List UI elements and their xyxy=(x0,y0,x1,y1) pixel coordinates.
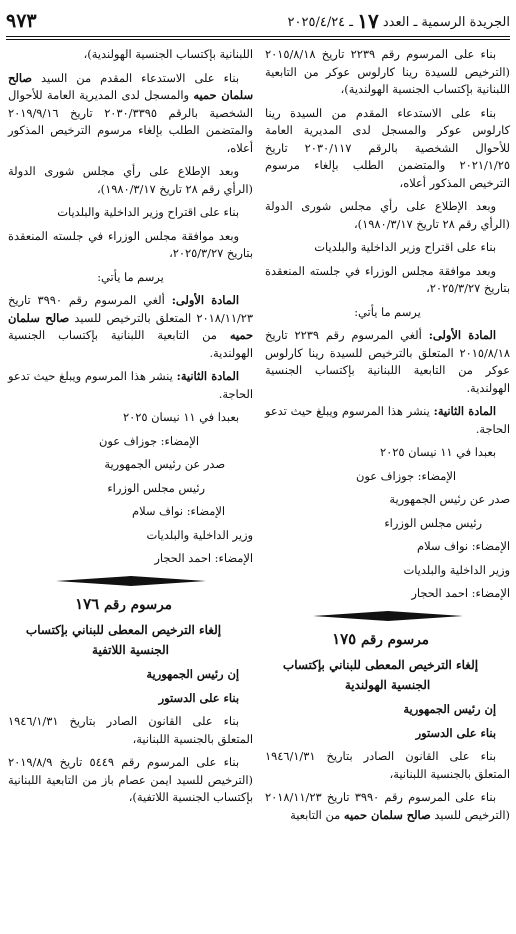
paragraph: وبعد موافقة مجلس الوزراء في جلسته المنعقدة بتاريخ ٢٠٢٥/٣/٢٧، xyxy=(8,228,253,260)
gazette-name: الجريدة الرسمية ـ العدد xyxy=(382,15,510,30)
decree-formula: يرسم ما يأتي: xyxy=(97,269,164,284)
paragraph xyxy=(8,70,253,158)
paragraph: بناء على الاستدعاء المقدم من السيدة رينا كارلوس عوكر والمسجل لدى المديرية العامة للأحوال الشخصية بالرقم ٢٠٣٠/١١٧ تاريخ ٢٠٢١/١/٢٥ والمتضمن الطلب بإلغاء مرسوم الترخيص المذكور أعلاه، xyxy=(265,105,510,190)
paragraph: بناء على المرسوم رقم ٢٢٣٩ تاريخ ٢٠١٥/٨/١٨ (الترخيص للسيدة رينا كارلوس عوكر من التابعية اللبنانية بإكتساب الجنسية الهولندية)، xyxy=(265,47,510,96)
president-line: إن رئيس الجمهورية xyxy=(403,702,496,716)
pm-title: رئيس مجلس الوزراء xyxy=(107,480,205,495)
issued-by: صدر عن رئيس الجمهورية xyxy=(389,492,510,506)
decree-number: ١٧٦ xyxy=(75,594,100,613)
pm-title: رئيس مجلس الوزراء xyxy=(384,515,482,530)
person-name: صالح سلمان حميه xyxy=(8,70,253,102)
constitution-line: بناء على الدستور xyxy=(158,690,239,705)
article-label: المادة الثانية: xyxy=(433,404,496,418)
person-name: صالح سلمان حميه xyxy=(8,310,253,342)
decree-heading-label: مرسوم رقم xyxy=(103,596,172,613)
page-number: ٩٧٣ xyxy=(6,10,37,32)
paragraph xyxy=(265,789,510,824)
paragraph-text: والمسجل لدى المديرية العامة للأحوال الشخصية بالرقم ٢٠٣٠/٣٣٩٥ تاريخ ٢٠١٩/٩/١٦ والمتضمن الطلب بإلغاء مرسوم الترخيص المذكور أعلاه، xyxy=(8,88,253,155)
article-1 xyxy=(265,327,510,397)
paragraph: بناء على اقتراح وزير الداخلية والبلديات xyxy=(314,240,496,254)
section-divider xyxy=(265,611,510,621)
paragraph-text: بناء على الاستدعاء المقدم من السيد xyxy=(41,70,240,85)
gazette-title xyxy=(288,10,510,34)
signature: الإمضاء: جوزاف عون xyxy=(99,433,199,448)
article-text: من التابعية اللبنانية بإكتساب الجنسية الهولندية. xyxy=(8,328,253,360)
date-line: بعبدا في ١١ نيسان ٢٠٢٥ xyxy=(122,410,239,424)
paragraph: بناء على القانون الصادر بتاريخ ١٩٤٦/١/٣١ المتعلق بالجنسية اللبنانية، xyxy=(265,749,510,781)
header-rule-secondary xyxy=(6,39,510,40)
minister-title: وزير الداخلية والبلديات xyxy=(403,562,510,577)
section-divider xyxy=(8,576,253,586)
page-header xyxy=(6,10,510,32)
signature: الإمضاء: احمد الحجار xyxy=(411,586,510,600)
signature: الإمضاء: نواف سلام xyxy=(417,539,510,553)
issue-number: ١٧ xyxy=(357,9,379,33)
signature: الإمضاء: نواف سلام xyxy=(132,504,225,518)
signature: الإمضاء: احمد الحجار xyxy=(154,551,253,565)
article-label: المادة الأولى: xyxy=(428,328,496,342)
header-rule xyxy=(6,36,510,37)
paragraph: وبعد الإطلاع على رأي مجلس شورى الدولة (الرأي رقم ٢٨ تاريخ ١٩٨٠/٣/١٧)، xyxy=(8,164,253,196)
paragraph: وبعد الإطلاع على رأي مجلس شورى الدولة (الرأي رقم ٢٨ تاريخ ١٩٨٠/٣/١٧)، xyxy=(265,199,510,231)
decree-formula: يرسم ما يأتي: xyxy=(354,304,421,319)
left-column xyxy=(8,46,253,813)
article-label: المادة الأولى: xyxy=(171,293,239,307)
paragraph-text: من التابعية xyxy=(290,807,341,822)
paragraph: اللبنانية بإكتساب الجنسية الهولندية)، xyxy=(83,47,253,61)
right-column xyxy=(265,46,510,830)
decree-number: ١٧٥ xyxy=(332,629,357,648)
article-text: ينشر هذا المرسوم ويبلغ حيث تدعو الحاجة. xyxy=(8,369,253,401)
article-1 xyxy=(8,292,253,362)
decree-heading-label: مرسوم رقم xyxy=(360,631,429,648)
article-text: ينشر هذا المرسوم ويبلغ حيث تدعو الحاجة. xyxy=(265,404,510,436)
article-text: ألغي المرسوم رقم ٢٢٣٩ تاريخ ٢٠١٥/٨/١٨ المتعلق بالترخيص للسيدة رينا كارلوس عوكر من التابعية اللبنانية بإكتساب الجنسية الهولندية. xyxy=(265,328,510,395)
decree-subject: إلغاء الترخيص المعطى للبناني بإكتساب الجنسية اللاتفية xyxy=(25,623,222,657)
issued-by: صدر عن رئيس الجمهورية xyxy=(104,457,225,471)
president-line: إن رئيس الجمهورية xyxy=(146,667,239,681)
constitution-line: بناء على الدستور xyxy=(415,725,496,740)
minister-title: وزير الداخلية والبلديات xyxy=(146,527,253,542)
person-name: صالح سلمان حميه xyxy=(343,807,431,822)
date-line: بعبدا في ١١ نيسان ٢٠٢٥ xyxy=(379,445,496,459)
paragraph: بناء على القانون الصادر بتاريخ ١٩٤٦/١/٣١ المتعلق بالجنسية اللبنانية، xyxy=(8,714,253,746)
paragraph: بناء على اقتراح وزير الداخلية والبلديات xyxy=(57,205,239,219)
article-label: المادة الثانية: xyxy=(176,369,239,383)
paragraph: بناء على المرسوم رقم ٥٤٤٩ تاريخ ٢٠١٩/٨/٩ (الترخيص للسيد ايمن عصام باز من التابعية اللبنانية بإكتساب الجنسية اللاتفية)، xyxy=(8,755,253,804)
decree-heading xyxy=(8,596,253,615)
article-text: ألغي المرسوم رقم ٣٩٩٠ تاريخ ٢٠١٨/١١/٢٣ المتعلق بالترخيص للسيد xyxy=(8,293,254,325)
decree-heading xyxy=(265,631,510,650)
paragraph: وبعد موافقة مجلس الوزراء في جلسته المنعقدة بتاريخ ٢٠٢٥/٣/٢٧، xyxy=(265,263,510,295)
article-2 xyxy=(265,403,510,438)
article-2 xyxy=(8,368,253,403)
paragraph-text: بناء على المرسوم رقم ٣٩٩٠ تاريخ ٢٠١٨/١١/٢٣ (الترخيص للسيد xyxy=(265,790,510,822)
decree-subject: إلغاء الترخيص المعطى للبناني بإكتساب الجنسية الهولندية xyxy=(282,658,479,692)
signature: الإمضاء: جوزاف عون xyxy=(356,468,456,483)
issue-date: ـ ٢٠٢٥/٤/٢٤ xyxy=(287,15,354,30)
